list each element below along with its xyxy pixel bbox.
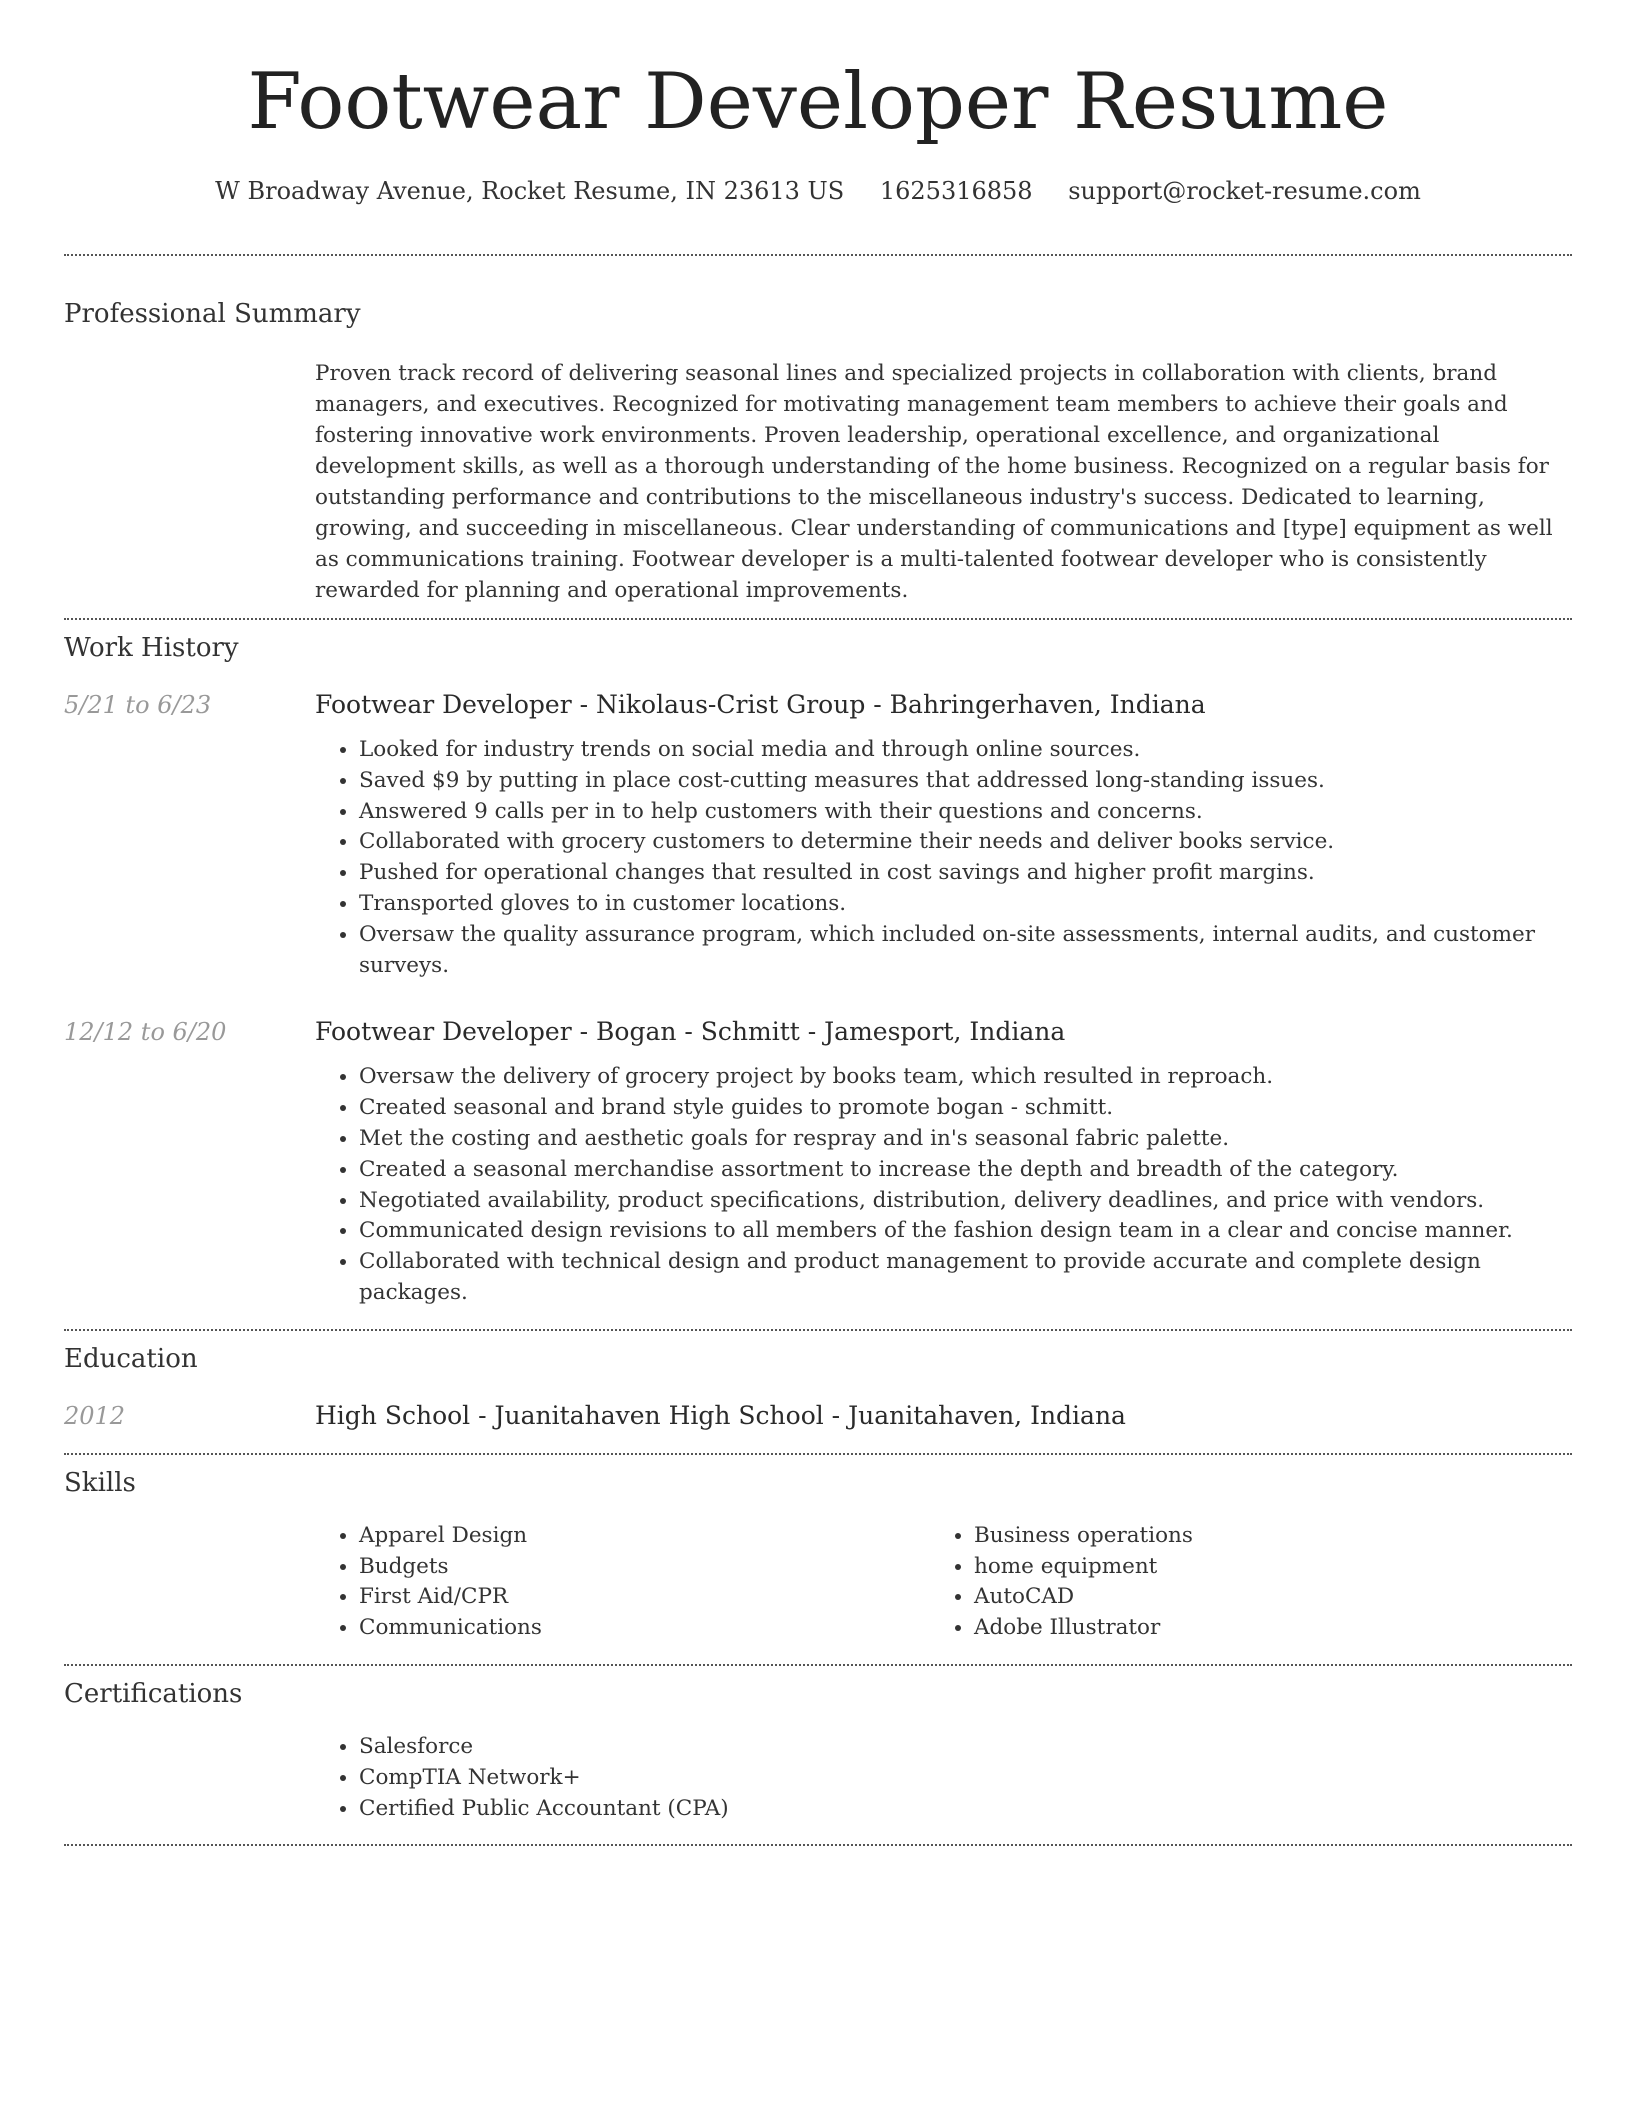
list-item: • Business operations: [974, 1521, 1545, 1552]
job-title: Footwear Developer - Bogan - Schmitt - Jamesport, Indiana: [315, 1017, 1066, 1047]
phone: 1625316858: [879, 177, 1033, 205]
skills-column-left: [315, 1521, 930, 1644]
contact-line: [64, 174, 1572, 208]
certifications-list: [315, 1732, 1572, 1824]
list-item: • Budgets: [359, 1552, 930, 1583]
divider: [64, 1664, 1572, 1666]
email: support@rocket-resume.com: [1068, 177, 1421, 205]
section-title-certifications: Certifications: [64, 1678, 243, 1709]
education-date: 2012: [64, 1401, 126, 1430]
job-title: Footwear Developer - Nikolaus-Crist Group - Bahringerhaven, Indiana: [315, 690, 1206, 719]
resume-page: [64, 0, 1572, 1846]
education-title: High School - Juanitahaven High School - Juanitahaven, Indiana: [315, 1400, 1126, 1430]
list-item: • Communicated design revisions to all members of the fashion design team in a clear and concise manner.: [359, 1216, 1572, 1247]
job-header: [64, 688, 1572, 722]
list-item: • AutoCAD: [974, 1582, 1545, 1613]
divider: [64, 254, 1572, 256]
divider: [64, 1329, 1572, 1331]
certifications-section: [64, 1676, 1572, 1824]
page-title: Footwear Developer Resume: [247, 57, 1389, 147]
list-item: • Created a seasonal merchandise assortment to increase the depth and breadth of the category.: [359, 1155, 1572, 1186]
divider: [64, 1844, 1572, 1846]
list-item: • Salesforce: [359, 1732, 1572, 1763]
section-title-summary: Professional Summary: [64, 299, 361, 329]
list-item: • Communications: [359, 1613, 930, 1644]
job-entry: [64, 1015, 1572, 1308]
job-bullets: [315, 735, 1572, 981]
summary-content: [315, 358, 1572, 606]
list-item: • Pushed for operational changes that resulted in cost savings and higher profit margins.: [359, 858, 1572, 889]
education-entry: [64, 1399, 1572, 1433]
section-title-work: Work History: [64, 633, 239, 663]
list-item: • Collaborated with technical design and product management to provide accurate and complete design packages.: [359, 1247, 1572, 1309]
skills-column-right: [930, 1521, 1545, 1644]
divider: [64, 1453, 1572, 1455]
list-item: • Met the costing and aesthetic goals for respray and in's seasonal fabric palette.: [359, 1124, 1572, 1155]
skills-list: [315, 1521, 1572, 1644]
skills-section: [64, 1465, 1572, 1644]
education-section: [64, 1341, 1572, 1433]
resume-header: [64, 52, 1572, 208]
job-entry: [64, 688, 1572, 981]
address: W Broadway Avenue, Rocket Resume, IN 23613 US: [215, 177, 845, 205]
section-title-skills: Skills: [64, 1467, 136, 1498]
list-item: • Apparel Design: [359, 1521, 930, 1552]
job-bullets: [315, 1062, 1572, 1308]
divider: [64, 618, 1572, 620]
list-item: • CompTIA Network+: [359, 1763, 1572, 1794]
list-item: • Looked for industry trends on social media and through online sources.: [359, 735, 1572, 766]
summary-text: Proven track record of delivering seasonal lines and specialized projects in collaboration with clients, brand managers, and executives. Recognized for motivating management team members to achieve their goals and fostering innovative work environments. Proven leadership, operational excellence, and organizational development skills, as well as a thorough understanding of the home business. Recognized on a regular basis for outstanding performance and contributions to the miscellaneous industry's success. Dedicated to learning, growing, and succeeding in miscellaneous. Clear understanding of communications and [type] equipment as well as communications training. Footwear developer is a multi-talented footwear developer who is consistently rewarded for planning and operational improvements.: [315, 361, 1553, 603]
list-item: • Oversaw the delivery of grocery project by books team, which resulted in reproach.: [359, 1062, 1572, 1093]
job-header: [64, 1015, 1572, 1049]
list-item: • Certified Public Accountant (CPA): [359, 1794, 1572, 1825]
list-item: • Collaborated with grocery customers to determine their needs and deliver books service.: [359, 827, 1572, 858]
job-date: 5/21 to 6/23: [64, 691, 212, 719]
list-item: • Adobe Illustrator: [974, 1613, 1545, 1644]
list-item: • Answered 9 calls per in to help customers with their questions and concerns.: [359, 797, 1572, 828]
list-item: • Transported gloves to in customer locations.: [359, 889, 1572, 920]
section-title-education: Education: [64, 1343, 198, 1374]
work-section: [64, 630, 1572, 1309]
list-item: • First Aid/CPR: [359, 1582, 930, 1613]
job-date: 12/12 to 6/20: [64, 1018, 227, 1047]
list-item: • home equipment: [974, 1552, 1545, 1583]
list-item: • Saved $9 by putting in place cost-cutting measures that addressed long-standing issues.: [359, 766, 1572, 797]
list-item: • Oversaw the quality assurance program, which included on-site assessments, internal audits, and customer surveys.: [359, 920, 1572, 982]
list-item: • Negotiated availability, product specifications, distribution, delivery deadlines, and price with vendors.: [359, 1186, 1572, 1217]
summary-section: [64, 296, 1572, 606]
list-item: • Created seasonal and brand style guides to promote bogan - schmitt.: [359, 1093, 1572, 1124]
